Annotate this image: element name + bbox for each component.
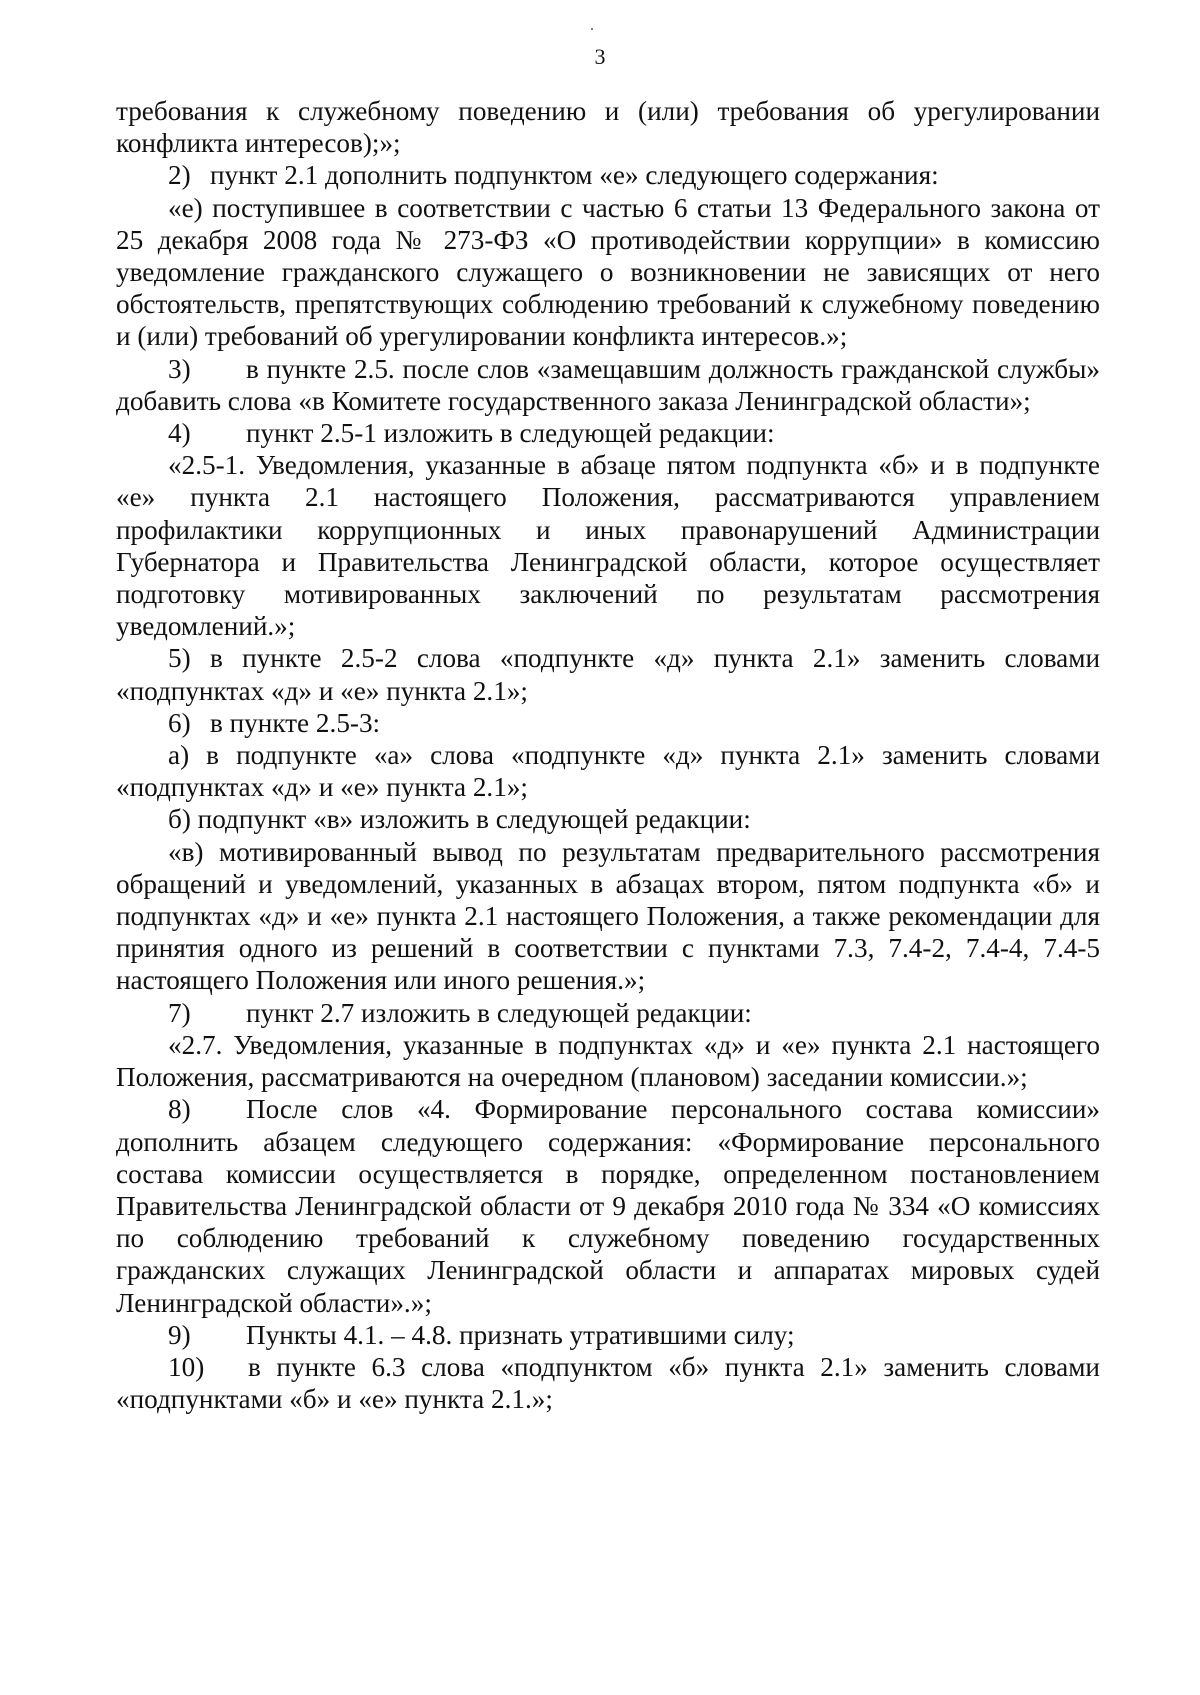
item-number: 4) [168,418,191,449]
page-number: 3 [594,44,606,69]
paragraph-text: требования к служебному поведению и (или) требования об урегулировании конфликта интересов);»; [116,96,1100,159]
item-number: 6) [168,707,191,738]
paragraph-text: «2.7. Уведомления, указанные в подпунктах «д» и «е» пункта 2.1 настоящего Положения, рассматриваются на очередном (плановом) заседании комиссии.»; [116,1029,1100,1093]
quoted-subitem-v [116,836,1100,997]
paragraph-text: «в) мотивированный вывод по результатам предварительного рассмотрения обращений и уведомлений, указанных в абзацах втором, пятом подпункта «б» и подпунктах «д» и «е» пункта 2.1 настоящего Положения, а также рекомендации для принятия одного из решений в соответствии с пунктами 7.3, 7.4-2, 7.4-4, 7.4-5 настоящего Положения или иного решения.»; [116,836,1100,996]
item-number: 2) [168,160,191,191]
paragraph-text: а) в подпункте «а» слова «подпункте «д» пункта 2.1» заменить словами «подпунктах «д» и «е» пункта 2.1»; [116,740,1100,803]
paragraph-text: пункт 2.5-1 изложить в следующей редакции: [246,418,775,449]
subitem-a [116,739,1100,803]
paragraph-text: в пункте 2.5-3: [210,707,381,738]
paragraph-text: в пункте 2.5-2 слова «подпункте «д» пункта 2.1» заменить словами «подпунктах «д» и «е» пункта 2.1»; [116,643,1100,706]
item-number: 3) [168,353,191,384]
list-item-3 [116,353,1100,417]
list-item-5 [116,642,1100,706]
list-item-6 [116,707,1100,739]
paragraph-text: в пункте 6.3 слова «подпунктом «б» пункта 2.1» заменить словами «подпунктами «б» и «е» пункта 2.1.»; [116,1351,1100,1415]
item-number: 5) [168,643,191,674]
item-number: 8) [168,1094,191,1125]
paragraph-continuation [116,95,1100,159]
item-number: 7) [168,997,191,1028]
subitem-e [116,192,1100,353]
paragraph-text: б) подпункт «в» изложить в следующей редакции: [168,804,751,835]
subitem-b [116,803,1100,835]
quoted-clause-2-5-1 [116,449,1100,642]
paragraph-text: После слов «4. Формирование персонального состава комиссии» дополнить абзацем следующего содержания: «Формирование персонального состава комиссии осуществляется в порядке, определенном постановлением Правительства Ленинградской области от 9 декабря 2010 года № 334 «О комиссиях по соблюдению требований к служебному поведению государственных гражданских служащих Ленинградской области и аппаратах мировых судей Ленинградской области».»; [116,1094,1100,1318]
list-item-7 [116,997,1100,1029]
list-item-2 [116,159,1100,191]
paragraph-text: «2.5-1. Уведомления, указанные в абзаце пятом подпункта «б» и в подпункте «е» пункта 2.1 настоящего Положения, рассматриваются управлением профилактики коррупционных и иных правонарушений Администрации Губернатора и Правительства Ленинградской области, которое осуществляет подготовку мотивированных заключений по результатам рассмотрения уведомлений.»; [116,450,1100,642]
paragraph-text: пункт 2.1 дополнить подпунктом «е» следующего содержания: [210,160,939,191]
paragraph-text: в пункте 2.5. после слов «замещавшим должность гражданской службы» добавить слова «в Комитете государственного заказа Ленинградской области»; [116,353,1100,416]
item-number: 10) [168,1351,205,1382]
list-item-4 [116,417,1100,449]
list-item-10 [116,1351,1100,1415]
list-item-8 [116,1093,1100,1318]
item-number: 9) [168,1319,191,1350]
quoted-clause-2-7 [116,1029,1100,1093]
scan-speck [591,28,593,30]
list-item-9 [116,1319,1100,1351]
document-body [116,95,1100,1415]
paragraph-text: пункт 2.7 изложить в следующей редакции: [246,997,752,1028]
paragraph-text: Пункты 4.1. – 4.8. признать утратившими силу; [246,1319,795,1350]
paragraph-text: «е) поступившее в соответствии с частью 6 статьи 13 Федерального закона от 25 декабря 2008 года № 273-ФЗ «О противодействии коррупции» в комиссию уведомление гражданского служащего о возникновении не зависящих от него обстоятельств, препятствующих соблюдению требований к служебному поведению и (или) требований об урегулировании конфликта интересов.»; [116,192,1100,352]
